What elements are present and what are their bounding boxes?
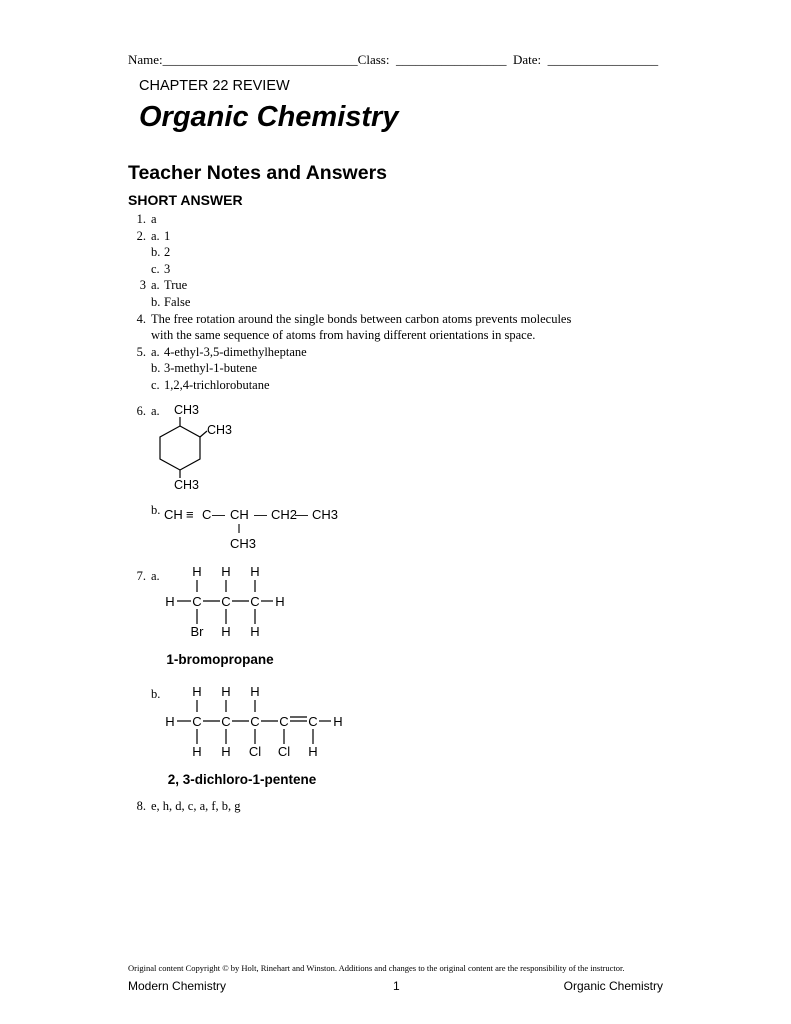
- answer-number: 4.: [136, 311, 146, 326]
- atom-symbol: H: [192, 744, 202, 759]
- q7b-structure: [160, 680, 360, 792]
- chapter-heading: CHAPTER 22 REVIEW: [139, 78, 290, 94]
- atom-symbol: H: [221, 624, 231, 639]
- name-blank[interactable]: ______________________________: [162, 52, 358, 67]
- answer-row: [128, 277, 688, 294]
- atom-symbol: H: [250, 564, 260, 579]
- atom-symbol: H: [165, 714, 175, 729]
- answer-sublabel: a.: [151, 404, 160, 418]
- answer-number: 5.: [136, 344, 146, 359]
- footer-book-title: Modern Chemistry: [128, 979, 227, 993]
- atom-group: CH3: [312, 507, 339, 522]
- answer-text: 1: [164, 228, 171, 243]
- date-blank[interactable]: _________________: [547, 52, 659, 67]
- branch-group: CH3: [230, 536, 257, 551]
- atom-symbol: C: [250, 714, 260, 729]
- answer-sublabel: c.: [151, 261, 160, 276]
- date-label: Date:: [512, 52, 542, 67]
- page-subtitle: Teacher Notes and Answers: [128, 162, 388, 184]
- answer-row: [128, 228, 688, 245]
- atom-symbol: H: [275, 594, 285, 609]
- atom-symbol: H: [333, 714, 343, 729]
- copyright-note: Original content Copyright © by Holt, Rinehart and Winston. Additions and changes to the original content are the responsibility of the instructor.: [128, 963, 625, 973]
- answer-text: False: [164, 295, 191, 309]
- atom-symbol: C: [221, 594, 231, 609]
- name-label: Name:: [128, 52, 163, 67]
- atom-symbol: C: [308, 714, 318, 729]
- atom-symbol: C: [250, 594, 260, 609]
- q6a-structure: [155, 398, 275, 498]
- answer-row: [128, 211, 688, 228]
- answer-row: [128, 244, 688, 261]
- atom-symbol: Cl: [248, 744, 262, 759]
- answer-row: [128, 261, 688, 278]
- atom-symbol: C: [221, 714, 231, 729]
- q6-b-label: b.: [151, 503, 161, 517]
- answer-row: [128, 377, 688, 394]
- atom-symbol: H: [221, 684, 231, 699]
- answer-row: [128, 311, 688, 328]
- q7a-structure: [160, 560, 340, 672]
- answer-text: 1,2,4-trichlorobutane: [164, 378, 270, 392]
- atom-group: CH2: [271, 507, 298, 522]
- answer-text: True: [164, 278, 188, 293]
- page-title: Organic Chemistry: [139, 101, 399, 133]
- class-label: Class:: [357, 52, 390, 67]
- compound-name: 2, 3-dichloro-1-pentene: [167, 772, 317, 787]
- ring-substituent-right: CH3: [207, 423, 233, 437]
- answer-sublabel: b.: [151, 245, 161, 260]
- q6b-structure: [160, 500, 360, 552]
- answer-row: [128, 360, 688, 377]
- atom-symbol: C: [192, 594, 202, 609]
- answer-list: [128, 211, 688, 401]
- page-number: 1: [393, 979, 400, 993]
- answer-row: [128, 344, 688, 361]
- single-bond: —: [254, 507, 267, 522]
- atom-symbol: H: [250, 624, 260, 639]
- answer-row: [128, 294, 688, 311]
- cyclohexane-ring: [160, 426, 200, 470]
- answer-number: 8.: [136, 799, 146, 813]
- atom-symbol: Cl: [277, 744, 291, 759]
- ring-substituent-bottom: CH3: [174, 478, 200, 492]
- answer-text: 3-methyl-1-butene: [164, 361, 258, 376]
- footer-chapter-title: Organic Chemistry: [563, 979, 663, 993]
- q7-b-label: b.: [151, 687, 161, 701]
- answer-number: 2.: [136, 228, 146, 243]
- answer-sublabel: a.: [151, 278, 160, 293]
- ring-substituent-top: CH3: [174, 403, 200, 417]
- atom-symbol: H: [221, 744, 231, 759]
- atom-symbol: C: [279, 714, 289, 729]
- answer-number: 1.: [136, 212, 146, 226]
- atom-group: CH: [230, 507, 249, 522]
- answer-text: 3: [164, 261, 171, 276]
- answer-text: The free rotation around the single bonds between carbon atoms prevents molecules: [151, 311, 572, 326]
- answer-text: 2: [164, 245, 171, 260]
- atom-symbol: C: [192, 714, 202, 729]
- atom-symbol: H: [308, 744, 318, 759]
- answer-number: 7.: [136, 569, 146, 583]
- bond-line: [200, 431, 207, 437]
- answer-sublabel: b.: [151, 361, 161, 376]
- single-bond: —: [212, 507, 225, 522]
- answer-text: e, h, d, c, a, f, b, g: [151, 799, 241, 813]
- answer-text: with the same sequence of atoms from having different orientations in space.: [151, 328, 536, 343]
- answer-sublabel: a.: [151, 228, 160, 243]
- class-blank[interactable]: _________________: [395, 52, 507, 67]
- single-bond: —: [295, 507, 308, 522]
- answer-sublabel: a.: [151, 344, 160, 359]
- answer-row: [128, 327, 688, 344]
- student-info-line: [128, 52, 658, 68]
- atom-symbol: H: [250, 684, 260, 699]
- atom-symbol: Br: [190, 624, 204, 639]
- answer-sublabel: b.: [151, 295, 161, 309]
- atom-symbol: H: [192, 684, 202, 699]
- answer-sublabel: a.: [151, 569, 160, 583]
- answer-text: a: [151, 212, 157, 226]
- answer-sublabel: c.: [151, 378, 160, 392]
- atom-symbol: H: [192, 564, 202, 579]
- atom-group: CH: [164, 507, 183, 522]
- answer-number: 3: [139, 278, 146, 293]
- atom-symbol: H: [221, 564, 231, 579]
- atom-group: C: [202, 507, 212, 522]
- answer-text: 4-ethyl-3,5-dimethylheptane: [164, 344, 307, 359]
- atom-symbol: H: [165, 594, 175, 609]
- triple-bond: ≡: [186, 507, 194, 522]
- answer-number: 6.: [136, 404, 146, 418]
- section-heading: SHORT ANSWER: [128, 192, 243, 208]
- compound-name: 1-bromopropane: [166, 652, 274, 667]
